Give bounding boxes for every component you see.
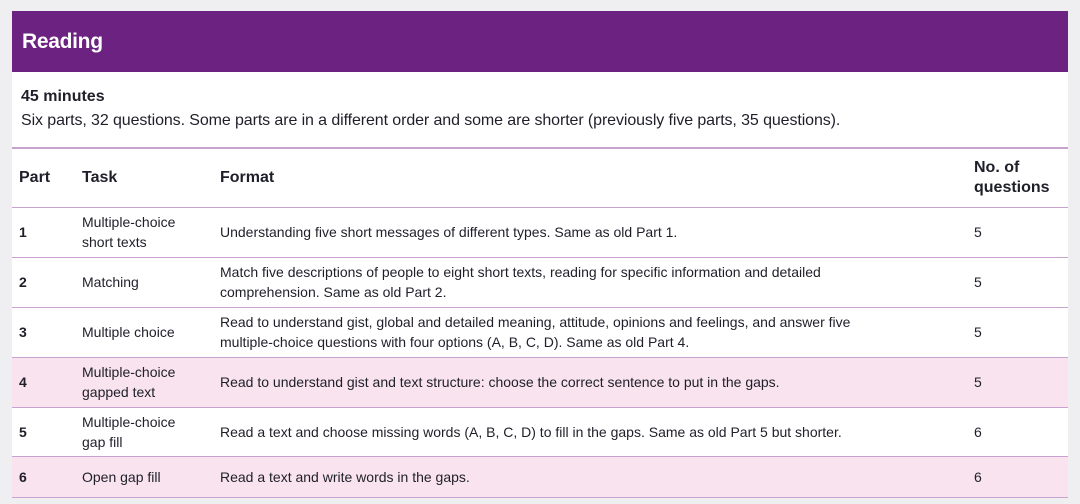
row-question-count: 5	[967, 307, 1068, 357]
row-format	[213, 257, 967, 307]
section-banner	[12, 11, 1068, 72]
row-task-line-2: gap fill	[82, 433, 123, 450]
table-row	[12, 407, 1068, 456]
row-task: Matching	[76, 257, 213, 307]
row-question-count: 6	[967, 456, 1068, 497]
section-duration: 45 minutes	[21, 88, 105, 105]
row-format	[213, 307, 967, 357]
header-format: Format	[213, 148, 967, 207]
reading-parts-table	[12, 147, 1068, 498]
row-task	[76, 407, 213, 456]
row-task: Multiple choice	[76, 307, 213, 357]
reading-info-card	[12, 11, 1068, 497]
row-format: Read a text and write words in the gaps.	[213, 456, 967, 497]
table-header-row	[12, 148, 1068, 207]
row-format: Understanding five short messages of different types. Same as old Part 1.	[213, 207, 967, 257]
header-part: Part	[12, 148, 76, 207]
row-format: Read to understand gist and text structure: choose the correct sentence to put in the gaps.	[213, 357, 967, 407]
header-num-line-1: No. of	[974, 158, 1020, 176]
row-format: Read a text and choose missing words (A, B, C, D) to fill in the gaps. Same as old Part 5 but shorter.	[213, 407, 967, 456]
table-row	[12, 207, 1068, 257]
section-summary: Six parts, 32 questions. Some parts are in a different order and some are shorter (previously five parts, 35 questions).	[21, 112, 841, 129]
table-row-highlighted	[12, 456, 1068, 497]
row-part-number: 6	[12, 456, 76, 497]
row-task-line-1: Multiple-choice	[82, 214, 176, 230]
row-task	[76, 357, 213, 407]
row-part-number: 1	[12, 207, 76, 257]
row-part-number: 5	[12, 407, 76, 456]
row-task	[76, 207, 213, 257]
section-intro	[12, 72, 1068, 147]
row-question-count: 5	[967, 357, 1068, 407]
table-row	[12, 257, 1068, 307]
header-number-of-questions	[967, 148, 1068, 207]
header-num-line-2: questions	[974, 178, 1050, 196]
row-part-number: 2	[12, 257, 76, 307]
row-part-number: 3	[12, 307, 76, 357]
row-task-line-1: Multiple-choice	[82, 364, 176, 380]
row-format-line-2: multiple-choice questions with four options (A, B, C, D). Same as old Part 4.	[220, 334, 690, 350]
row-format-line-1: Read to understand gist, global and detailed meaning, attitude, opinions and feelings, and answer five	[220, 314, 851, 330]
row-format-line-1: Match five descriptions of people to eight short texts, reading for specific information and detailed	[220, 264, 821, 280]
row-part-number: 4	[12, 357, 76, 407]
row-format-line-2: comprehension. Same as old Part 2.	[220, 284, 447, 300]
row-question-count: 5	[967, 257, 1068, 307]
row-task-line-1: Multiple-choice	[82, 413, 176, 430]
row-task-line-2: short texts	[82, 234, 147, 250]
row-question-count: 6	[967, 407, 1068, 456]
table-row	[12, 307, 1068, 357]
header-task: Task	[76, 148, 213, 207]
row-task: Open gap fill	[76, 456, 213, 497]
table-row-highlighted	[12, 357, 1068, 407]
row-question-count: 5	[967, 207, 1068, 257]
section-title: Reading	[22, 29, 103, 53]
row-task-line-2: gapped text	[82, 384, 156, 400]
